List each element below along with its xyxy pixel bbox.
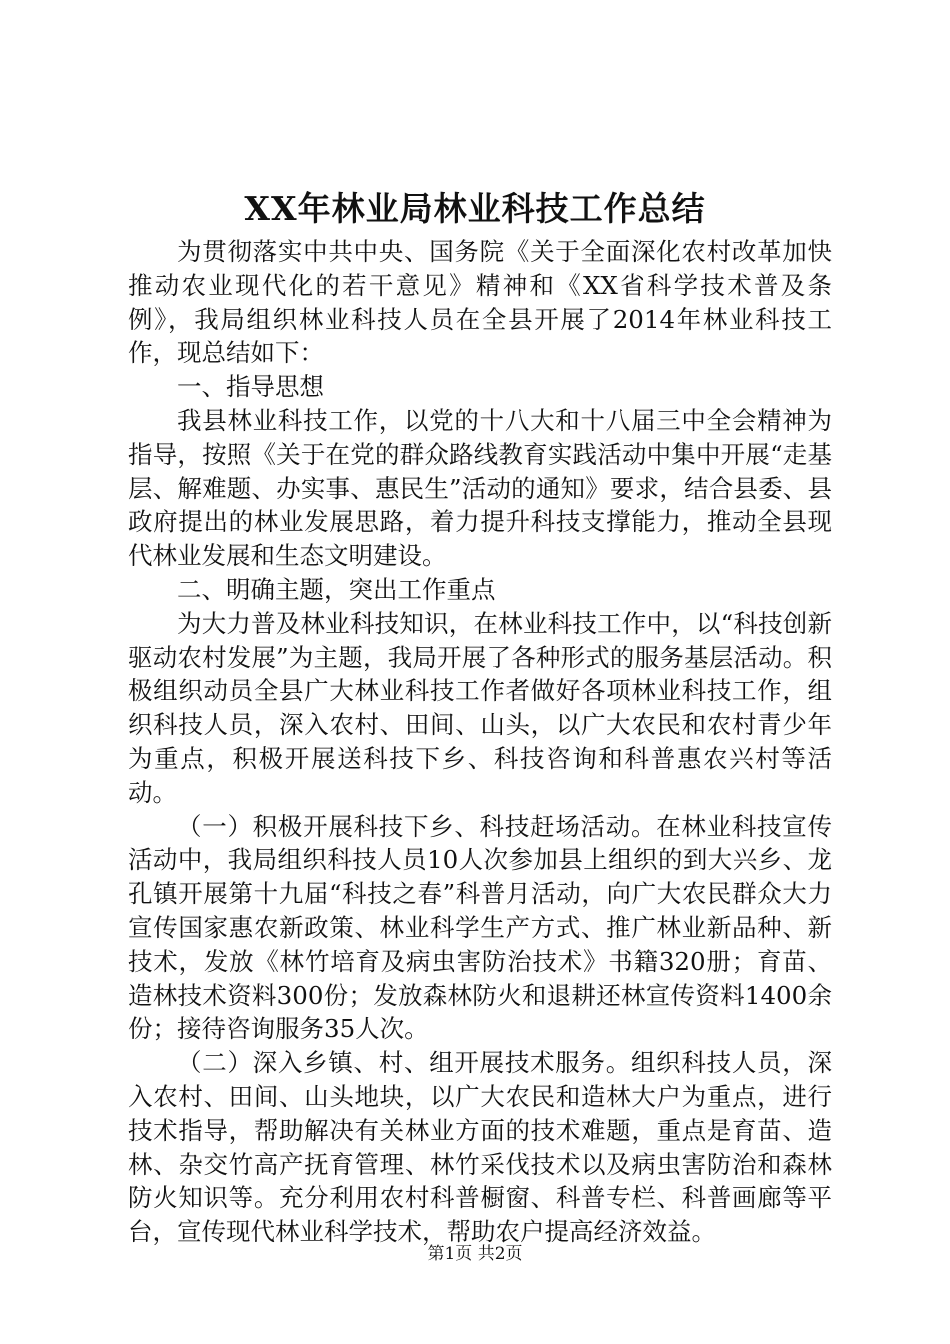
document-title: XX年林业局林业科技工作总结	[244, 189, 706, 228]
subsection-tech-to-countryside: （一）积极开展科技下乡、科技赶场活动。在林业科技宣传活动中，我局组织科技人员10人次参加县上组织的到大兴乡、龙孔镇开展第十九届“科技之春”科普月活动，向广大农民群众大力宣传国家惠农新政策、林业科学生产方式、推广林业新品种、新技术，发放《林竹培育及病虫害防治技术》书籍320册；育苗、造林技术资料300份；发放森林防火和退耕还林宣传资料1400余份；接待咨询服务35人次。	[128, 811, 832, 1044]
intro-paragraph: 为贯彻落实中共中央、国务院《关于全面深化农村改革加快推动农业现代化的若干意见》精神和《XX省科学技术普及条例》，我局组织林业科技人员在全县开展了2014年林业科技工作，现总结如下：	[128, 237, 832, 368]
section-heading-guiding-ideology: 一、指导思想	[177, 372, 324, 402]
page-number-footer: 第1页 共2页	[427, 1244, 523, 1264]
section-heading-theme: 二、明确主题，突出工作重点	[177, 574, 496, 604]
subsection-technical-service: （二）深入乡镇、村、组开展技术服务。组织科技人员，深入农村、田间、山头地块，以广大农民和造林大户为重点，进行技术指导，帮助解决有关林业方面的技术难题，重点是育苗、造林、杂交竹高产抚育管理、林竹采伐技术以及病虫害防治和森林防火知识等。充分利用农村科普橱窗、科普专栏、科普画廊等平台，宣传现代林业科学技术，帮助农户提高经济效益。	[128, 1048, 832, 1247]
theme-paragraph: 为大力普及林业科技知识，在林业科技工作中，以“科技创新驱动农村发展”为主题，我局开展了各种形式的服务基层活动。积极组织动员全县广大林业科技工作者做好各项林业科技工作，组织科技人员，深入农村、田间、山头，以广大农民和农村青少年为重点，积极开展送科技下乡、科技咨询和科普惠农兴村等活动。	[128, 608, 832, 807]
document-body	[128, 235, 832, 1249]
guiding-ideology-paragraph: 我县林业科技工作，以党的十八大和十八届三中全会精神为指导，按照《关于在党的群众路线教育实践活动中集中开展“走基层、解难题、办实事、惠民生”活动的通知》要求，结合县委、县政府提出的林业发展思路，着力提升科技支撑能力，推动全县现代林业发展和生态文明建设。	[128, 405, 832, 571]
